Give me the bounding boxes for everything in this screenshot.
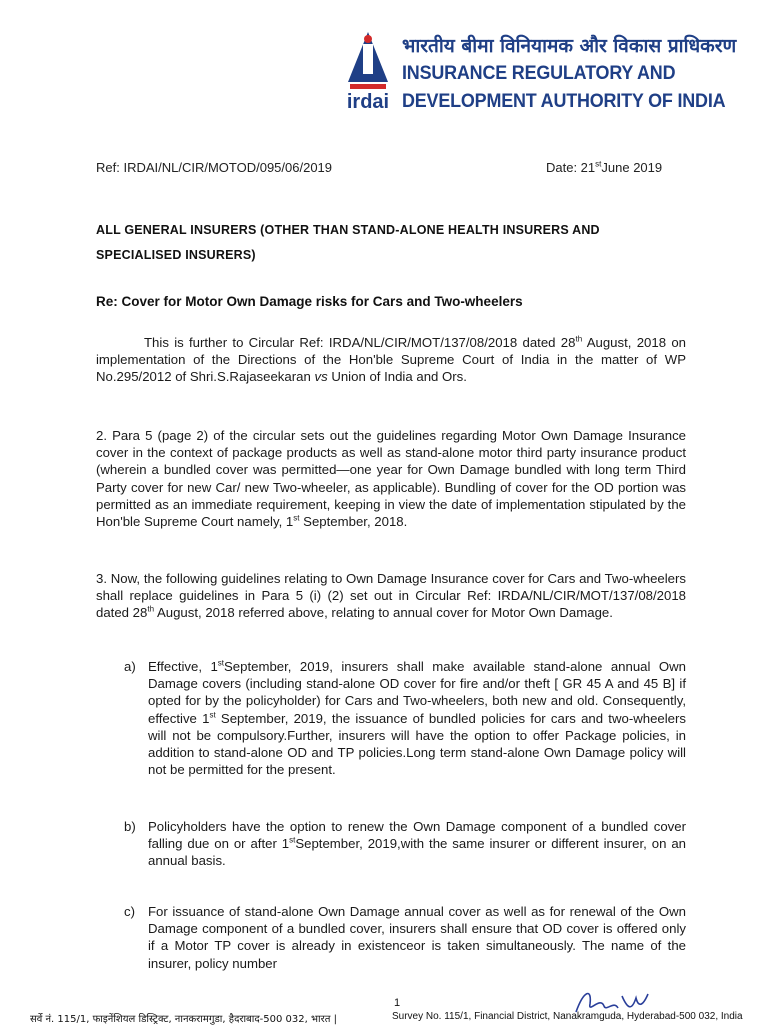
letterhead-hindi-name: भारतीय बीमा विनियामक और विकास प्राधिकरण [402, 35, 737, 57]
reference-number: Ref: IRDAI/NL/CIR/MOTOD/095/06/2019 [96, 160, 333, 175]
list-label: c) [124, 904, 135, 919]
letterhead-name-line2: DEVELOPMENT AUTHORITY OF INDIA [402, 90, 726, 112]
list-item-a [124, 658, 686, 778]
list-text: Policyholders have the option to renew the Own Damage component of a bundled cover falling due on or after 1stSeptember, 2019,with the same insurer or different insurer, on an annual basis. [148, 819, 686, 869]
page-number: 1 [394, 997, 401, 1009]
list-label: a) [124, 659, 136, 674]
paragraph-1: This is further to Circular Ref: IRDA/NL/CIR/MOT/137/08/2018 dated 28th August, 2018 on implementation of the Directions of the Hon'ble Supreme Court of India in the matter of WP No.295/2012 of Shri.S.Rajaseekaran vs Union of India and Ors. [96, 334, 686, 385]
footer-address-english: Survey No. 115/1, Financial District, Nanakramguda, Hyderabad-500 032, India [392, 1011, 743, 1022]
paragraph-3: 3. Now, the following guidelines relating to Own Damage Insurance cover for Cars and Two-wheelers shall replace guidelines in Para 5 (i) (2) set out in Circular Ref: IRDA/NL/CIR/MOT/137/08/2018 dated 28th August, 2018 referred above, relating to annual cover for Motor Own Damage. [96, 571, 686, 621]
list-text: For issuance of stand-alone Own Damage annual cover as well as for renewal of the Own Damage component of a bundled cover, insurers shall ensure that OD cover is offered only if a Motor TP cover is already in existenceor is taken simultaneously. The name of the insurer, policy number [148, 904, 686, 971]
footer-address-hindi: सर्वे नं. 115/1, फाइनेंशियल डिस्ट्रिक्ट, नानकरामगुडा, हैदराबाद-500 032, भारत | [30, 1014, 337, 1025]
letterhead-name-line1: INSURANCE REGULATORY AND [402, 62, 676, 84]
circular-date: Date: 21stJune 2019 [546, 159, 663, 175]
irdai-logo [338, 30, 398, 112]
list-label: b) [124, 819, 136, 834]
list-text: Effective, 1stSeptember, 2019, insurers shall make available stand-alone annual Own Damage covers (including stand-alone OD cover for fire and/or theft [ GR 45 A and 45 B] if opted for by the policyholder) for Cars and Two-wheelers, both new and old. Consequently, effective 1st September, 2019, the issuance of bundled policies for cars and two-wheelers will not be compulsory.Further, insurers will have the option to offer Package policies, in addition to stand-alone OD and TP policies.Long term stand-alone Own Damage policy will not be permitted for the present. [148, 658, 686, 778]
list-item-b [124, 818, 686, 870]
subject-line: Re: Cover for Motor Own Damage risks for Cars and Two-wheelers [96, 294, 523, 309]
logo-wordmark: irdai [346, 91, 390, 112]
addressee: ALL GENERAL INSURERS (OTHER THAN STAND-ALONE HEALTH INSURERS AND SPECIALISED INSURERS) [96, 223, 600, 262]
paragraph-2: 2. Para 5 (page 2) of the circular sets out the guidelines regarding Motor Own Damage Insurance cover in the context of package products as well as stand-alone motor third party insurance product (wherein a bundled cover was permitted—one year for Own Damage bundled with long term Third Party cover for new Car/ new Two-wheeler, as applicable). Bundling of cover for the OD portion was permitted as an immediate requirement, keeping in view the date of implementation stipulated by the Hon'ble Supreme Court namely, 1st September, 2018. [96, 428, 686, 530]
list-item-c [124, 903, 686, 972]
